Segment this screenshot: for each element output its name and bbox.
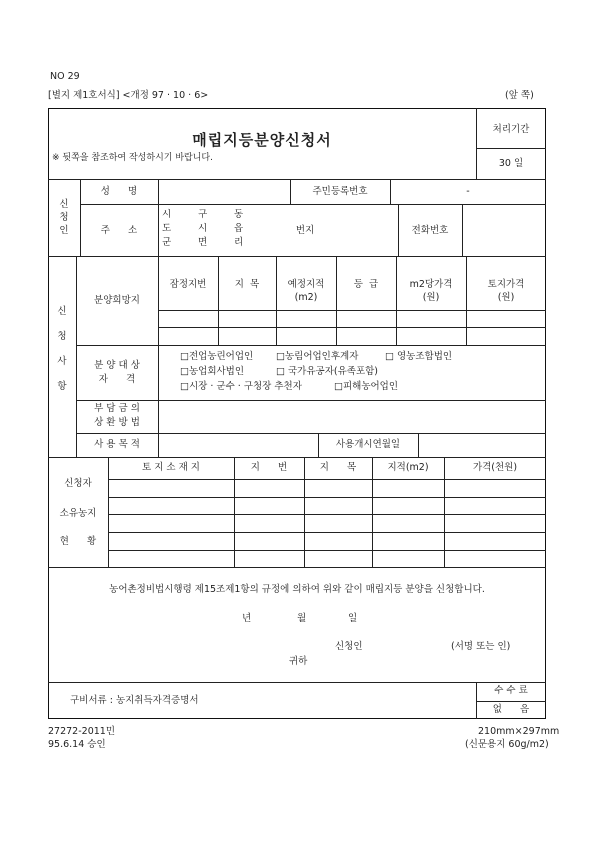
processing-period-value: 30 일 <box>498 158 524 169</box>
rule <box>80 204 546 205</box>
form-number: NO 29 <box>50 71 80 82</box>
target-label: 자 격 <box>98 374 136 385</box>
column-header: 가격(천원) <box>472 462 518 473</box>
address-unit: 도 <box>162 223 172 234</box>
address-unit: 구 <box>198 209 208 220</box>
rule <box>476 148 546 149</box>
rule <box>290 179 291 204</box>
target-checkbox[interactable]: □농림어업인후계자 <box>276 351 359 362</box>
owned-land-label: 신청자 <box>64 478 92 489</box>
desired-land-label: 분양희망지 <box>94 295 140 306</box>
rule <box>462 204 463 256</box>
column-header: 지 목 <box>234 279 260 290</box>
rule <box>318 433 319 457</box>
form-code: 27272-2011민 <box>48 726 116 737</box>
rule <box>80 179 81 256</box>
rule <box>48 567 546 568</box>
rule <box>276 256 277 345</box>
request-section-char: 신 <box>57 306 67 317</box>
payment-label: 상 환 방 법 <box>94 417 140 428</box>
payment-label: 부 담 금 의 <box>94 403 140 414</box>
paper-type: (신문용지 60g/m2) <box>465 739 549 750</box>
required-documents: 구비서류 : 농지취득자격증명서 <box>70 695 199 706</box>
rule <box>418 433 419 457</box>
column-header: (원) <box>497 292 515 303</box>
column-header: 지적(m2) <box>387 462 429 473</box>
applicant-sign-label: 신청인 <box>335 641 363 652</box>
column-header: 지 목 <box>319 462 357 473</box>
rule <box>108 479 546 480</box>
start-date-label: 사용개시연월일 <box>335 439 401 450</box>
target-checkbox[interactable]: □ 국가유공자(유족포함) <box>276 366 379 377</box>
target-checkbox[interactable]: □피해농어업인 <box>334 381 399 392</box>
column-header: 토지가격 <box>487 279 525 290</box>
annex-label: [별지 제1호서식] <개정 97 · 10 · 6> <box>48 90 209 101</box>
rule <box>48 256 546 257</box>
owned-land-label: 현 황 <box>59 536 97 547</box>
phone-label: 전화번호 <box>411 225 449 236</box>
rule <box>108 550 546 551</box>
column-header: (원) <box>422 292 440 303</box>
rule <box>48 457 546 458</box>
date-month: 월 <box>297 613 307 624</box>
applicant-section-char: 인 <box>59 225 69 236</box>
page-side-label: (앞 쪽) <box>505 90 534 101</box>
target-checkbox[interactable]: □농업회사법인 <box>180 366 245 377</box>
rule <box>76 400 546 401</box>
column-header: 예정지적 <box>287 279 325 290</box>
request-section-char: 항 <box>57 381 67 392</box>
resident-number-label: 주민등록번호 <box>312 186 368 197</box>
address-label: 주 소 <box>100 225 138 236</box>
target-checkbox[interactable]: □시장 · 군수 · 구청장 추천자 <box>180 381 302 392</box>
rule <box>444 457 445 567</box>
column-header: 잠정지번 <box>169 279 207 290</box>
fee-value: 없 음 <box>492 704 530 715</box>
rule <box>108 457 109 567</box>
rule <box>476 108 477 179</box>
resident-number-dash: - <box>466 186 470 197</box>
column-header: 토 지 소 재 지 <box>142 462 200 473</box>
rule <box>398 204 399 256</box>
request-section-char: 청 <box>57 331 67 342</box>
address-unit: 동 <box>234 209 244 220</box>
rule <box>108 532 546 533</box>
rule <box>108 497 546 498</box>
address-unit: 면 <box>198 237 208 248</box>
rule <box>304 457 305 567</box>
rule <box>76 345 546 346</box>
applicant-section-char: 청 <box>59 212 69 223</box>
paper-size: 210mm×297mm <box>478 726 560 737</box>
target-label: 분 양 대 상 <box>94 360 140 371</box>
rule <box>396 256 397 345</box>
signature-hint: (서명 또는 인) <box>451 641 511 652</box>
address-unit: 군 <box>162 237 172 248</box>
address-unit: 시 <box>162 209 172 220</box>
addressee-label: 귀하 <box>289 656 308 667</box>
form-title: 매립지등분양신청서 <box>192 131 332 149</box>
rule <box>76 433 546 434</box>
rule <box>158 179 159 457</box>
rule <box>476 682 477 719</box>
target-checkbox[interactable]: □전업농린어업인 <box>180 351 254 362</box>
name-label: 성 명 <box>100 186 138 197</box>
owned-land-label: 소유농지 <box>59 508 97 519</box>
rule <box>372 457 373 567</box>
processing-period-label: 처리기간 <box>492 124 530 135</box>
rule <box>218 256 219 345</box>
request-section-char: 사 <box>57 356 67 367</box>
address-unit: 시 <box>198 223 208 234</box>
rule <box>108 514 546 515</box>
fee-label: 수 수 료 <box>494 685 528 696</box>
declaration-text: 농어촌정비법시행령 제15조제1항의 규정에 의하여 위와 같이 매립지등 분양을 신청합니다. <box>109 584 485 595</box>
instruction-note: ※ 뒷쪽을 참조하여 작성하시기 바랍니다. <box>52 153 213 163</box>
bunji-label: 번지 <box>295 225 315 236</box>
rule <box>234 457 235 567</box>
rule <box>390 179 391 204</box>
column-header: m2당가격 <box>409 279 453 290</box>
rule <box>336 256 337 345</box>
purpose-label: 사 용 목 적 <box>94 439 140 450</box>
address-unit: 읍 <box>234 223 244 234</box>
rule <box>48 682 546 683</box>
rule <box>158 327 546 328</box>
rule <box>476 701 546 702</box>
date-year: 년 <box>242 613 252 624</box>
target-checkbox[interactable]: □ 영농조합법인 <box>385 351 453 362</box>
applicant-section-char: 신 <box>59 199 69 210</box>
column-header: 지 번 <box>250 462 288 473</box>
approval-date: 95.6.14 승인 <box>48 739 106 750</box>
rule <box>158 310 546 311</box>
rule <box>466 256 467 345</box>
rule <box>76 256 77 457</box>
column-header: 등 급 <box>353 279 379 290</box>
date-day: 일 <box>348 613 358 624</box>
address-unit: 리 <box>234 237 244 248</box>
column-header: (m2) <box>294 292 318 303</box>
rule <box>48 179 546 180</box>
